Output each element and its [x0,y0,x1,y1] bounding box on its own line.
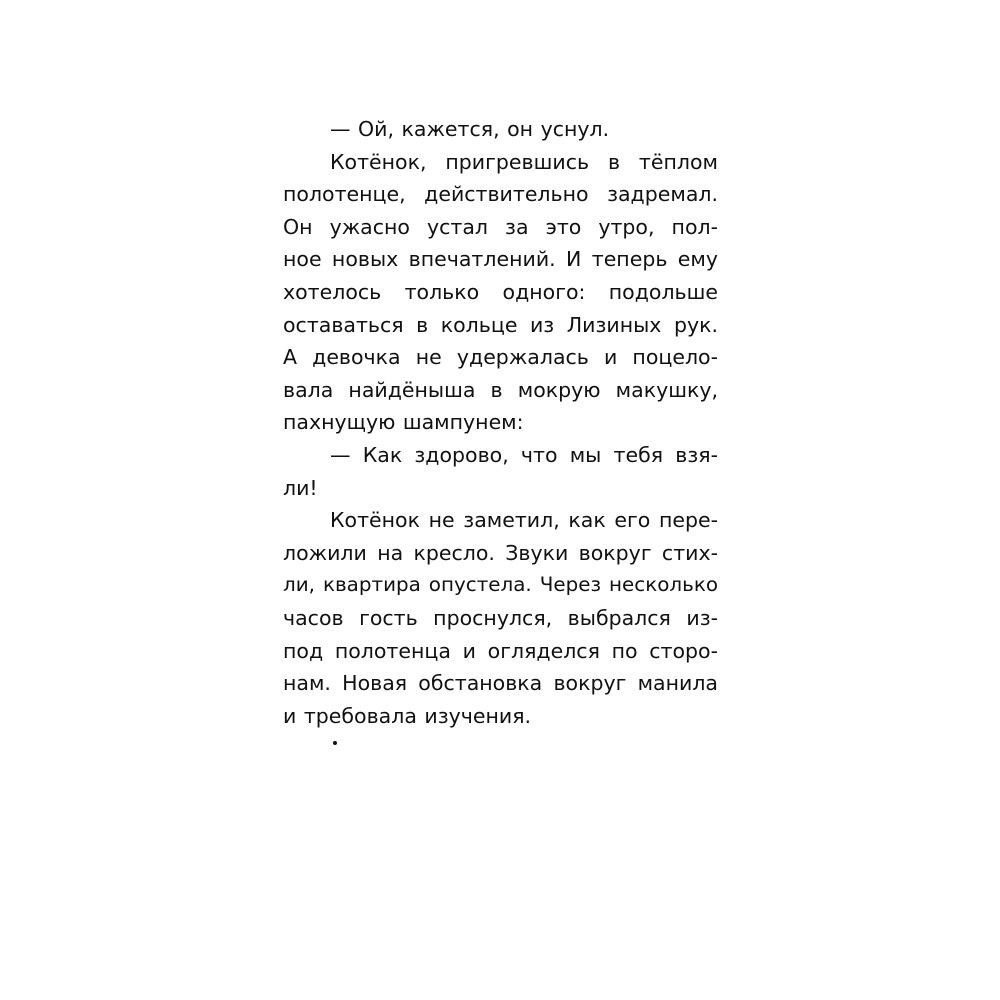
text-line: хотелось только одного: подольше [283,279,718,304]
text-line: Он ужасно устал за это утро, пол- [283,214,718,239]
dot-mark [333,741,337,745]
text-line: под полотенца и огляделся по сторо- [283,638,718,663]
text-line: ложили на кресло. Звуки вокруг стих- [283,540,718,565]
text-line: ли! [283,475,318,500]
text-line: полотенце, действительно задремал. [283,182,718,207]
text-line: вала найдёныша в мокрую макушку, [283,377,718,402]
text-line: ли, квартира опустела. Через несколько [283,573,718,597]
text-line: ное новых впечатлений. И теперь ему [283,247,718,272]
body-text [283,113,718,732]
text-line: А девочка не удержалась и поцело- [283,345,718,370]
text-line: — Ой, кажется, он уснул. [330,117,610,141]
text-line: пахнущую шампунем: [283,410,524,435]
text-line: часов гость проснулся, выбрался из- [283,605,718,630]
text-line: нам. Новая обстановка вокруг манила [283,671,718,696]
text-line: Котёнок не заметил, как его пере- [330,508,718,533]
text-line: оставаться в кольце из Лизиных рук. [283,312,718,337]
text-line: Котёнок, пригревшись в тёплом [330,149,718,174]
text-line: — Как здорово, что мы тебя взя- [330,442,718,467]
text-line: и требовала изучения. [283,703,532,728]
